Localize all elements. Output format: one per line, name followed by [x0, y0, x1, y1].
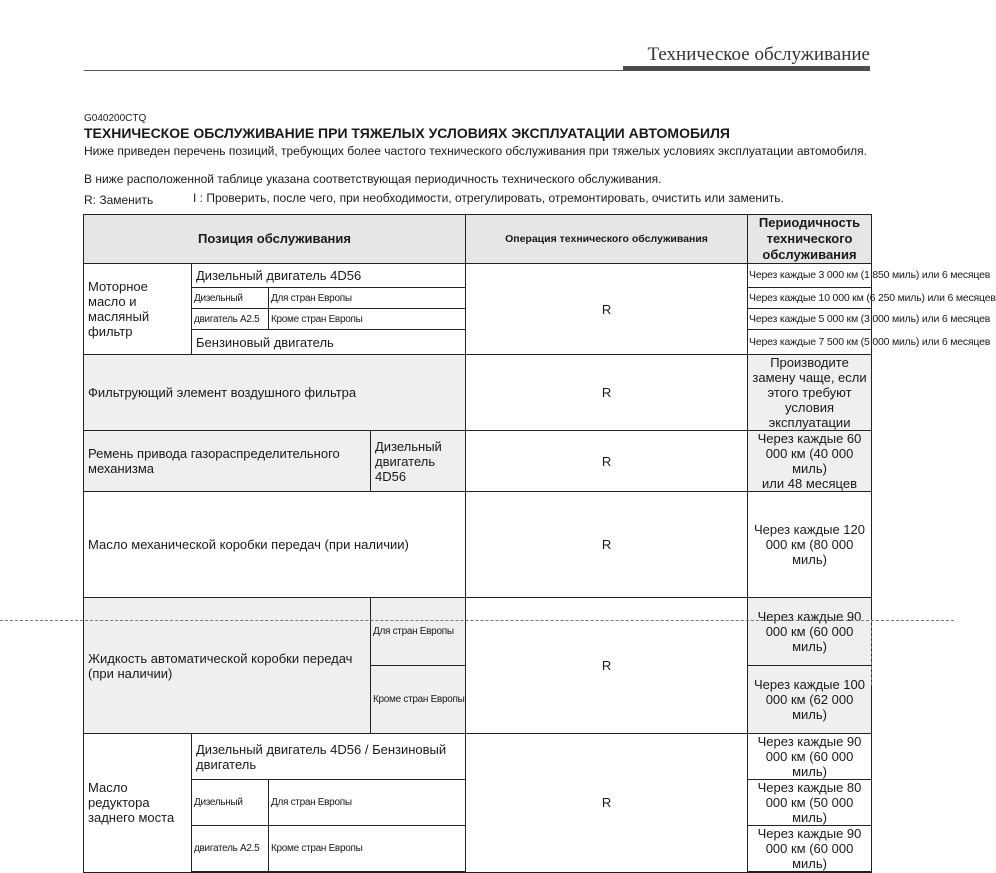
col-header-period: Периодичность технического обслуживания: [748, 215, 872, 264]
engine-diesel-label: Дизельный: [192, 288, 269, 309]
operation-cell: R: [466, 355, 748, 431]
period-cell: Через каждые 5 000 км (3 000 миль) или 6 месяцев: [748, 309, 872, 330]
region-non-europe: Кроме стран Европы: [269, 826, 466, 873]
region-non-europe: Кроме стран Европы: [371, 666, 466, 734]
period-cell: Через каждые 90 000 км (60 000 миль): [748, 598, 872, 666]
engine-petrol: Бензиновый двигатель: [192, 330, 466, 355]
legend-replace: R: Заменить: [84, 193, 154, 207]
engine-a25-label: двигатель A2.5: [192, 309, 269, 330]
table-row: [84, 264, 872, 288]
period-cell: Через каждые 80 000 км (50 000 миль): [748, 780, 872, 826]
item-engine-oil: Моторное масло и масляный фильтр: [84, 264, 192, 355]
period-cell: Через каждые 90 000 км (60 000 миль): [748, 734, 872, 780]
period-cell: [748, 431, 872, 492]
item-air-filter: Фильтрующий элемент воздушного фильтра: [84, 355, 466, 431]
page-trim-line: [0, 620, 954, 621]
period-line: или 48 месяцев: [762, 476, 857, 491]
region-europe: Для стран Европы: [269, 288, 466, 309]
table-row: [84, 492, 872, 598]
period-cell: Через каждые 10 000 км (6 250 миль) или 6 месяцев: [748, 288, 872, 309]
legend-inspect: I : Проверить, после чего, при необходимости, отрегулировать, отремонтировать, очистить или заменить.: [193, 191, 784, 205]
intro-paragraph: Ниже приведен перечень позиций, требующих более частого технического обслуживания при тяжелых условиях эксплуатации автомобиля.: [84, 144, 867, 158]
page-trim-line-vertical: [871, 620, 872, 685]
document-code: G040200CTQ: [84, 113, 147, 124]
period-cell: Через каждые 100 000 км (62 000 миль): [748, 666, 872, 734]
engine-diesel-4d56: Дизельный двигатель 4D56: [371, 431, 466, 492]
item-timing-belt: Ремень привода газораспределительного механизма: [84, 431, 371, 492]
operation-cell: R: [466, 734, 748, 873]
table-row: [84, 734, 872, 780]
table-row: [84, 355, 872, 431]
col-header-position: Позиция обслуживания: [84, 215, 466, 264]
table-row: [84, 598, 872, 666]
period-cell: Через каждые 7 500 км (5 000 миль) или 6 месяцев: [748, 330, 872, 355]
item-manual-transmission: Масло механической коробки передач (при наличии): [84, 492, 466, 598]
period-cell: Производите замену чаще, если этого требуют условия эксплуатации: [748, 355, 872, 431]
intro-paragraph-2: В ниже расположенной таблице указана соответствующая периодичность технического обслуживания.: [84, 172, 662, 186]
page-header-title: Техническое обслуживание: [647, 44, 870, 65]
header-accent-bar: [623, 66, 870, 71]
region-non-europe: Кроме стран Европы: [269, 309, 466, 330]
item-rear-axle-oil: Масло редуктора заднего моста: [84, 734, 192, 873]
operation-cell: R: [466, 492, 748, 598]
operation-cell: R: [466, 598, 748, 734]
region-europe: Для стран Европы: [269, 780, 466, 826]
engine-diesel-label: Дизельный: [192, 780, 269, 826]
table-row: [84, 431, 872, 492]
maintenance-table: [83, 214, 996, 873]
period-cell: Через каждые 120 000 км (80 000 миль): [748, 492, 872, 598]
period-cell: Через каждые 3 000 км (1 850 миль) или 6 месяцев: [748, 264, 872, 288]
operation-cell: R: [466, 264, 748, 355]
table-header-row: [84, 215, 872, 264]
section-heading: ТЕХНИЧЕСКОЕ ОБСЛУЖИВАНИЕ ПРИ ТЯЖЕЛЫХ УСЛОВИЯХ ЭКСПЛУАТАЦИИ АВТОМОБИЛЯ: [84, 125, 730, 141]
region-europe: Для стран Европы: [371, 598, 466, 666]
engine-a25-label: двигатель A2.5: [192, 826, 269, 873]
col-header-operation: Операция технического обслуживания: [466, 215, 748, 264]
engine-diesel-petrol: Дизельный двигатель 4D56 / Бензиновый двигатель: [192, 734, 466, 780]
item-automatic-transmission: Жидкость автоматической коробки передач (при наличии): [84, 598, 371, 734]
period-line: Через каждые 60 000 км (40 000 миль): [757, 431, 862, 476]
operation-cell: R: [466, 431, 748, 492]
period-cell: Через каждые 90 000 км (60 000 миль): [748, 826, 872, 873]
engine-diesel-4d56: Дизельный двигатель 4D56: [192, 264, 466, 288]
